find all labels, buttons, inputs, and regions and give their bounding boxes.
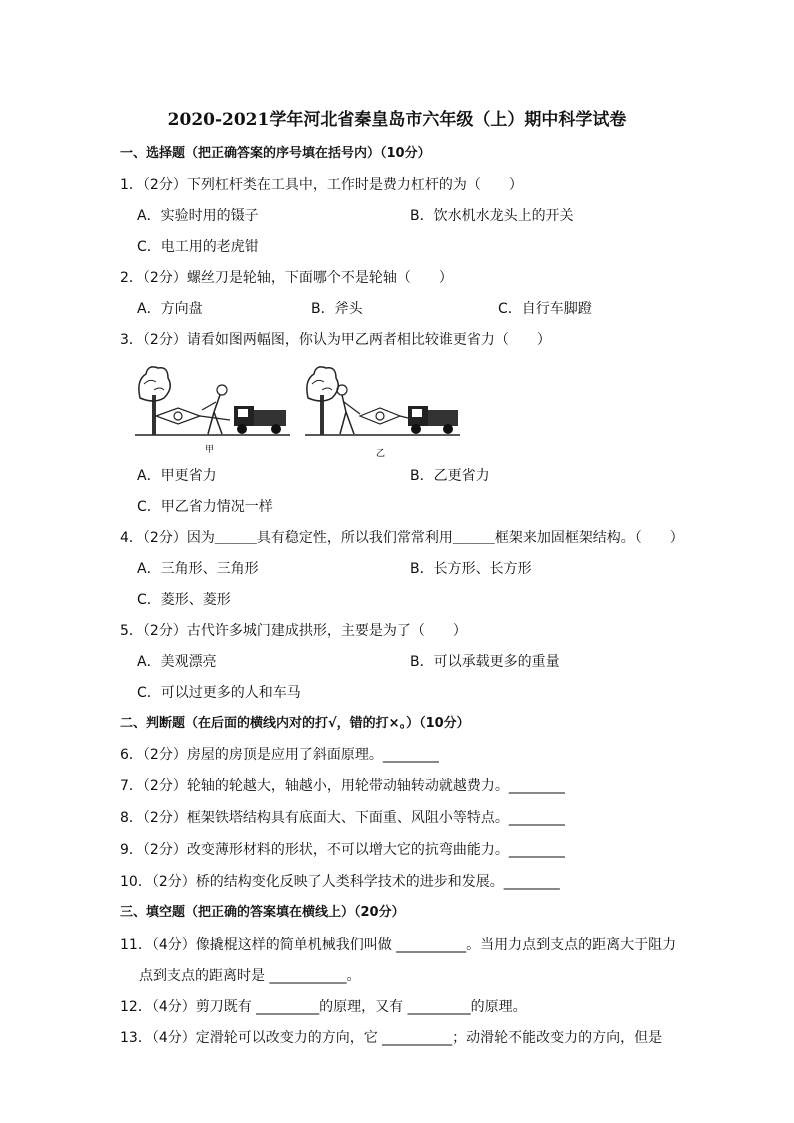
question-8: 8．（2分）框架铁塔结构具有底面大、下面重、风阻小等特点。________	[120, 810, 565, 826]
q1-option-c: C．电工用的老虎钳	[137, 239, 259, 255]
question-7: 7．（2分）轮轴的轮越大，轴越小，用轮带动轴转动就越费力。________	[120, 778, 565, 794]
q2-option-a: A．方向盘	[137, 301, 203, 317]
figure-label-jia: 甲	[205, 445, 215, 455]
q1-option-a: A．实验时用的镊子	[137, 208, 259, 224]
section-heading-judge: 二、判断题（在后面的横线内对的打√，错的打×。）（10分）	[120, 716, 470, 731]
q4-option-c: C．菱形、菱形	[137, 592, 231, 608]
figure-label-yi: 乙	[376, 449, 386, 459]
q4-option-b: B．长方形、长方形	[410, 561, 532, 577]
question-10: 10．（2分）桥的结构变化反映了人类科学技术的进步和发展。________	[120, 874, 560, 890]
q4-option-a: A．三角形、三角形	[137, 561, 259, 577]
q1-option-b: B．饮水机水龙头上的开关	[410, 208, 574, 224]
question-11-line1: 11．（4分）像撬棍这样的简单机械我们叫做 __________。当用力点到支点的距离大于阻力	[120, 937, 677, 953]
question-13: 13．（4分）定滑轮可以改变力的方向，它 __________；动滑轮不能改变力的方向，但是	[120, 1030, 663, 1046]
question-4: 4．（2分）因为＿＿＿具有稳定性，所以我们常常利用＿＿＿框架来加固框架结构。（ ）	[120, 530, 684, 546]
question-3: 3．（2分）请看如图两幅图，你认为甲乙两者相比较谁更省力（ ）	[120, 332, 551, 348]
section-heading-fill: 三、填空题（把正确的答案填在横线上）（20分）	[120, 905, 405, 920]
q2-option-b: B．斧头	[311, 301, 363, 317]
exam-title: 2020-2021学年河北省秦皇岛市六年级（上）期中科学试卷	[167, 110, 627, 130]
q3-option-b: B．乙更省力	[410, 468, 490, 484]
q5-option-a: A．美观漂亮	[137, 654, 217, 670]
pulley-truck-figure	[130, 360, 460, 460]
question-11-line2: 点到支点的距离时是 ___________。	[139, 968, 361, 984]
q2-option-c: C．自行车脚蹬	[498, 301, 592, 317]
figure-jia	[135, 367, 290, 455]
q5-option-c: C．可以过更多的人和车马	[137, 685, 301, 701]
q3-option-c: C．甲乙省力情况一样	[137, 499, 273, 515]
question-12: 12．（4分）剪刀既有 _________的原理，又有 _________的原理。	[120, 999, 527, 1015]
section-heading-choice: 一、选择题（把正确答案的序号填在括号内）（10分）	[120, 146, 431, 161]
question-5: 5．（2分）古代许多城门建成拱形，主要是为了（ ）	[120, 623, 467, 639]
figure-yi	[305, 367, 460, 459]
question-1: 1．（2分）下列杠杆类在工具中，工作时是费力杠杆的为（ ）	[120, 177, 523, 193]
question-9: 9．（2分）改变薄形材料的形状，不可以增大它的抗弯曲能力。________	[120, 842, 565, 858]
question-6: 6．（2分）房屋的房顶是应用了斜面原理。________	[120, 747, 439, 763]
q3-option-a: A．甲更省力	[137, 468, 217, 484]
question-2: 2．（2分）螺丝刀是轮轴，下面哪个不是轮轴（ ）	[120, 270, 453, 286]
q5-option-b: B．可以承载更多的重量	[410, 654, 560, 670]
